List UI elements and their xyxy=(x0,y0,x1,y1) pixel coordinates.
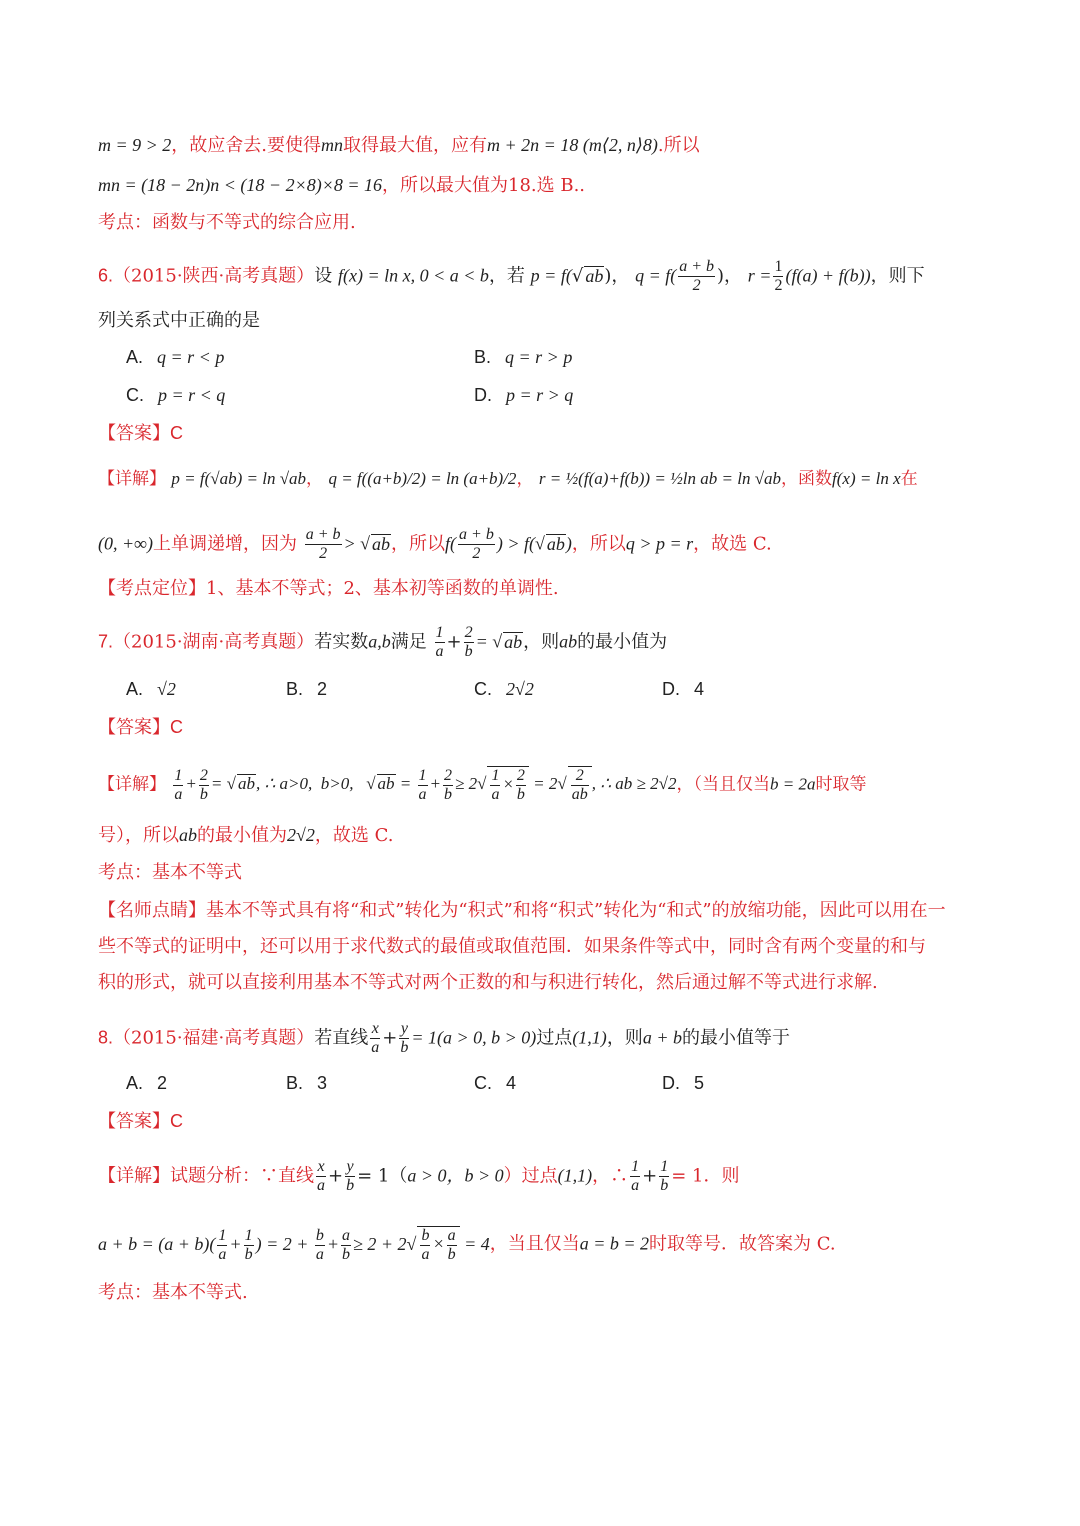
prev-line-2 xyxy=(98,172,984,199)
option-value: 2√2 xyxy=(506,679,534,699)
q8-stem: 8.（2015·福建·高考真题）若直线 $\frac{x}{a}$ + $\frac{y}{b}$ = 1(a > 0, b > 0)过点(1,1)，则a + b的最小值等于 xyxy=(98,1020,790,1056)
math-expr: b = 2a xyxy=(769,774,816,794)
prev-line-1 xyxy=(98,132,984,159)
question-source: （2015·湖南·高考真题） xyxy=(113,631,315,653)
math-expr: p = f(√ab) = ln √ab xyxy=(171,469,307,488)
q6-stem: 6.（2015·陕西·高考真题）设 f(x) = ln x, 0 < a < b，若 p = f(√ ab)， q = f( $\frac{a + b}{2}$ )， r = $\frac{1}{2}$ (f(a) + f(b))，则下 xyxy=(98,258,925,294)
answer-tag: 【答案】 xyxy=(98,1111,170,1132)
math-expr: (0, +∞) xyxy=(98,533,153,554)
option-label: A. xyxy=(126,1073,144,1093)
text: ，∴ xyxy=(592,1165,629,1187)
option-value: 4 xyxy=(694,679,705,699)
option-label: C. xyxy=(474,679,492,699)
fraction: $\frac{1}{b}$ xyxy=(660,1158,669,1194)
text: 时取等 xyxy=(815,774,867,795)
text: ，则下 xyxy=(870,265,925,287)
option-value: 3 xyxy=(317,1073,328,1093)
question-number: 8. xyxy=(98,1027,114,1048)
question-source: （2015·福建·高考真题） xyxy=(113,1027,315,1049)
math-expr: m + 2n = 18 (m⟨2, n⟩8) xyxy=(487,135,658,155)
text: ，则 xyxy=(523,631,560,653)
option-value: q = r < p xyxy=(157,347,225,367)
detail-tag: 【详解】 xyxy=(98,1165,170,1187)
fraction: $\frac{x}{a}$ xyxy=(317,1158,325,1194)
text: 号），所以 xyxy=(98,825,179,846)
option-label: C. xyxy=(126,385,144,405)
text: 若直线 xyxy=(314,1027,369,1049)
tip-text: 基本不等式具有将“和式”转化为“积式”和将“积式”转化为“和式”的放缩功能，因此可以用在一 xyxy=(206,900,946,921)
math-expr: a,b xyxy=(368,631,391,652)
text: = 1．则 xyxy=(671,1165,740,1187)
math-expr: = 1(a > 0, b > 0) xyxy=(411,1027,537,1048)
text: ，（当且仅当 xyxy=(676,774,770,795)
text: 的最小值为 xyxy=(197,825,287,846)
option-value: √2 xyxy=(157,679,176,699)
math-expr: mn xyxy=(321,135,344,155)
option-label: B. xyxy=(474,347,492,367)
prev-point: 考点：函数与不等式的综合应用. xyxy=(98,212,356,233)
numerator: a + b xyxy=(679,258,715,275)
text: 在 xyxy=(900,469,918,489)
math-expr: r = ½(f(a)+f(b)) = ½ln ab = ln √ab xyxy=(538,469,782,488)
math-expr: 2√2 xyxy=(287,825,315,845)
point-text: 1、基本不等式；2、基本初等函数的单调性. xyxy=(206,578,559,599)
answer-value: C xyxy=(170,1111,183,1131)
detail-tag: 【详解】 xyxy=(98,469,166,489)
q8-detail-line2: a + b = (a + b)( $\frac{1}{a}$ + $\frac{1}{b}$ ) = 2 + $\frac{b}{a}$ + $\frac{a}{b}$ ≥ 2 + 2√ $\frac{b}{a}$ × $\frac{a}{b}$ = 4，当且仅当a = b = 2时取等号．故答案为 C. xyxy=(98,1227,836,1263)
text: 所以 xyxy=(589,533,626,555)
math-expr: (f(a) + f(b)) xyxy=(785,265,871,286)
math-expr: ab xyxy=(179,825,197,845)
q7-detail-line2 xyxy=(98,822,984,849)
math-expr: (1,1) xyxy=(572,1027,607,1048)
q6-stem-line2: 列关系式中正确的是 xyxy=(98,310,260,331)
q6-answer xyxy=(98,420,984,447)
fraction: $\frac{2}{b}$ xyxy=(464,624,473,660)
text: 试题分析：∵直线 xyxy=(170,1165,314,1187)
text: ，故选 C. xyxy=(314,825,394,846)
fraction: $\frac{y}{b}$ xyxy=(400,1020,409,1056)
q8-answer xyxy=(98,1108,984,1135)
answer-tag: 【答案】 xyxy=(98,423,170,444)
text: 所以 xyxy=(409,533,446,555)
text: ，故选 C. xyxy=(693,533,772,555)
option-value: p = r < q xyxy=(158,385,226,405)
fraction: $\frac{a + b}{2}$ xyxy=(305,526,341,562)
option-label: D. xyxy=(662,679,680,699)
math-expr: m = 9 > 2 xyxy=(98,135,172,155)
q8-option-b[interactable] xyxy=(286,1070,327,1097)
option-label: B. xyxy=(286,679,304,699)
fraction: $\frac{a + b}{2}$ xyxy=(459,526,494,562)
fraction: $\frac{y}{b}$ xyxy=(346,1158,355,1194)
fraction: $\frac{x}{a}$ xyxy=(371,1020,380,1056)
option-value: p = r > q xyxy=(506,385,574,405)
text: 满足 xyxy=(390,631,427,653)
denominator: 2 xyxy=(692,277,701,294)
math-expr: a > 0，b > 0 xyxy=(407,1165,504,1186)
answer-value: C xyxy=(170,717,183,737)
text: ，当且仅当 xyxy=(489,1233,580,1255)
denominator: 2 xyxy=(774,277,783,294)
text: 的最小值等于 xyxy=(681,1027,790,1049)
option-value: 4 xyxy=(506,1073,517,1093)
question-number: 6. xyxy=(98,265,114,286)
math-expr: q > p = r xyxy=(625,533,694,554)
text: ，若 xyxy=(488,265,525,287)
math-expr: (1,1) xyxy=(557,1165,593,1186)
tip-tag: 【名师点睛】 xyxy=(98,900,206,921)
fraction xyxy=(678,258,715,295)
fraction: $\frac{1}{a}$ xyxy=(631,1158,640,1194)
detail-tag: 【详解】 xyxy=(98,774,166,795)
math-expr: p = f( xyxy=(530,265,572,286)
q7-tip-line3: 积的形式，就可以直接利用基本不等式对两个正数的和与积进行转化，然后通过解不等式进行求解. xyxy=(98,972,878,993)
text: ，故应舍去.要使得 xyxy=(171,135,322,156)
q7-tip-line1 xyxy=(98,898,984,924)
option-value: 5 xyxy=(694,1073,705,1093)
q8-detail-line1: 【详解】试题分析：∵直线 $\frac{x}{a}$ + $\frac{y}{b}$ = 1（a > 0，b > 0）过点(1,1)，∴ $\frac{1}{a}$ + $\frac{1}{b}$ = 1．则 xyxy=(98,1158,740,1194)
text: 设 xyxy=(314,265,333,287)
text: 时取等号．故答案为 C. xyxy=(649,1233,836,1255)
answer-value: C xyxy=(170,423,183,443)
option-label: D. xyxy=(662,1073,680,1093)
fraction xyxy=(773,258,783,295)
math-expr: a + b xyxy=(642,1027,682,1048)
answer-tag: 【答案】 xyxy=(98,717,170,738)
q7-tip-line2: 些不等式的证明中，还可以用于求代数式的最值或取值范围．如果条件等式中，同时含有两个变量的和与 xyxy=(98,936,926,957)
option-label: C. xyxy=(474,1073,492,1093)
math-expr: mn = (18 − 2n)n < (18 − 2×8)×8 = 16 xyxy=(98,175,383,195)
q6-detail-line2: (0, +∞)上单调递增，因为 $\frac{a + b}{2}$ > √ ab，所以f( $\frac{a + b}{2}$ ) > f(√ ab)，所以q > p = r，故选 C. xyxy=(98,526,772,562)
math-expr: q = f((a+b)/2) = ln (a+b)/2 xyxy=(328,469,517,488)
text: ，函数 xyxy=(781,469,833,489)
text: .所以 xyxy=(657,135,700,156)
q6-detail-line1: 【详解】 p = f(√ab) = ln √ab， q = f((a+b)/2) = ln (a+b)/2， r = ½(f(a)+f(b)) = ½ln ab = ln √ab，函数f(x) = ln x在 xyxy=(98,469,918,489)
q7-option-d[interactable] xyxy=(662,676,704,703)
q7-stem: 7.（2015·湖南·高考真题）若实数a,b满足 $\frac{1}{a}$ + $\frac{2}{b}$ = √ ab，则ab的最小值为 xyxy=(98,624,668,660)
math-expr: = 1（ xyxy=(357,1165,408,1187)
option-label: A. xyxy=(126,679,144,699)
math-expr: r = xyxy=(747,265,772,286)
option-label: D. xyxy=(474,385,492,405)
math-expr: f(x) = ln x, 0 < a < b xyxy=(338,265,489,286)
q8-option-a[interactable] xyxy=(126,1070,167,1097)
question-source: （2015·陕西·高考真题） xyxy=(113,265,315,287)
q6-option-d[interactable] xyxy=(474,382,573,409)
q7-detail-line1: 【详解】 $\frac{1}{a}$ + $\frac{2}{b}$ = √ ab, ∴ a>0, b>0, √ ab = $\frac{1}{a}$ + $\frac{2}{b}$ ≥ 2√ $\frac{1}{a}$ × $\frac{2}{b}$ = 2√ $\frac{2}{ab}$ , ∴ ab ≥ 2√2，（当且仅当b = 2a时取等 xyxy=(98,767,867,803)
q6-option-b[interactable] xyxy=(474,344,572,371)
math-expr: ab xyxy=(559,631,578,652)
text: ，所以最大值为18.选 B.. xyxy=(382,175,586,196)
question-number: 7. xyxy=(98,631,114,652)
q6-option-c[interactable] xyxy=(126,382,225,409)
text: 若实数 xyxy=(314,631,369,653)
math-expr: f(x) = ln x xyxy=(832,469,901,488)
math-expr: a = b = 2 xyxy=(579,1233,650,1254)
sqrt-ab: ab xyxy=(585,265,604,286)
option-label: A. xyxy=(126,347,144,367)
point-tag: 【考点定位】 xyxy=(98,578,206,599)
text: 的最小值为 xyxy=(577,631,668,653)
option-label: B. xyxy=(286,1073,304,1093)
option-value: 2 xyxy=(317,679,328,699)
text: 过点 xyxy=(536,1027,573,1049)
text: 取得最大值，应有 xyxy=(343,135,488,156)
numerator: 1 xyxy=(774,258,783,275)
q7-answer xyxy=(98,714,984,741)
q7-option-c[interactable] xyxy=(474,676,534,703)
text: ）过点 xyxy=(503,1165,558,1187)
q8-option-c[interactable] xyxy=(474,1070,516,1097)
q7-point: 考点：基本不等式 xyxy=(98,862,242,883)
option-value: 2 xyxy=(157,1073,168,1093)
text: ，则 xyxy=(606,1027,643,1049)
text: 上单调递增，因为 xyxy=(152,533,297,555)
q6-point xyxy=(98,576,984,602)
q7-option-a[interactable] xyxy=(126,676,176,703)
q8-option-d[interactable] xyxy=(662,1070,704,1097)
q7-option-b[interactable] xyxy=(286,676,327,703)
option-value: q = r > p xyxy=(505,347,573,367)
math-expr: q = f( xyxy=(635,265,677,286)
fraction: $\frac{1}{a}$ xyxy=(435,624,444,660)
q8-point: 考点：基本不等式. xyxy=(98,1282,248,1303)
q6-option-a[interactable] xyxy=(126,344,224,371)
